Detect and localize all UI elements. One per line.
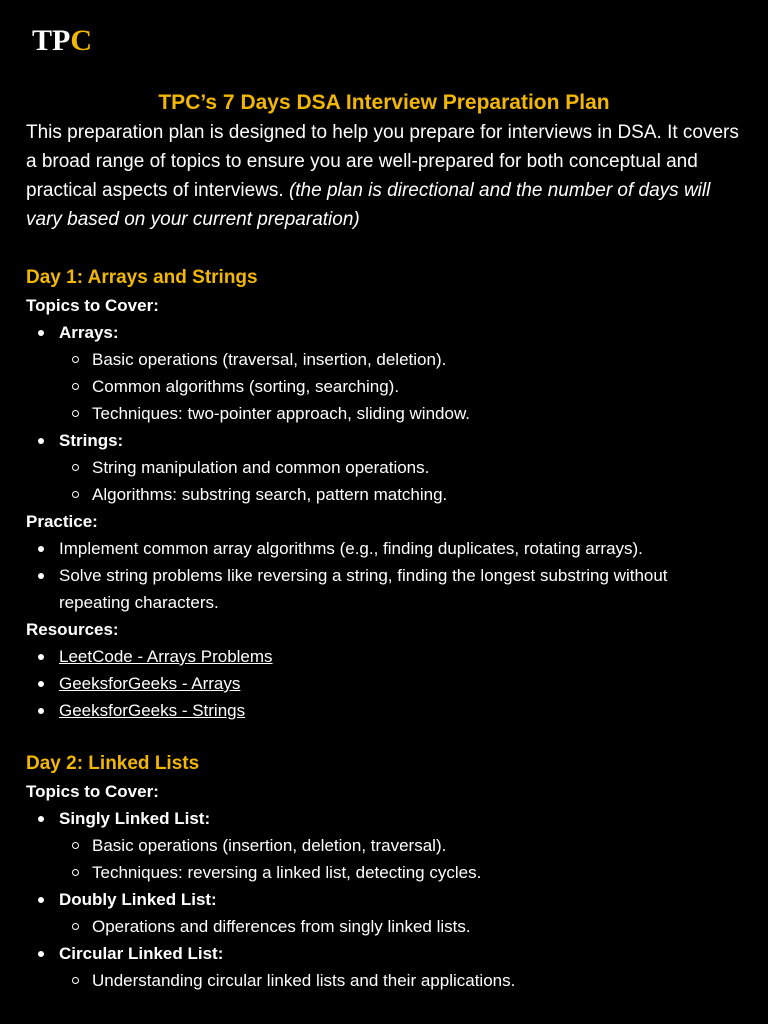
list-item: Common algorithms (sorting, searching). — [59, 373, 742, 400]
list-item: Techniques: reversing a linked list, detecting cycles. — [59, 859, 742, 886]
topic-name: Doubly Linked List: — [59, 890, 217, 909]
day1-heading: Day 1: Arrays and Strings — [26, 267, 258, 288]
intro-note: (the plan is directional and the number of days will vary based on your current preparation) — [26, 180, 711, 230]
list-item: Basic operations (insertion, deletion, traversal). — [59, 832, 742, 859]
logo-tp-text: TP — [32, 24, 71, 57]
page-title: TPC’s 7 Days DSA Interview Preparation Plan — [158, 91, 610, 114]
list-item: Understanding circular linked lists and their applications. — [59, 967, 742, 994]
resource-link-gfg-strings[interactable]: GeeksforGeeks - Strings — [59, 701, 246, 720]
day2-section — [26, 750, 742, 994]
list-item: Techniques: two-pointer approach, sliding window. — [59, 400, 742, 427]
list-item: Solve string problems like reversing a string, finding the longest substring without repeating characters. — [26, 562, 742, 616]
tpc-logo — [32, 24, 92, 58]
day2-heading: Day 2: Linked Lists — [26, 753, 200, 774]
list-item: Operations and differences from singly linked lists. — [59, 913, 742, 940]
list-item — [26, 697, 742, 724]
list-item — [26, 886, 742, 940]
resource-link-leetcode-arrays[interactable]: LeetCode - Arrays Problems — [59, 647, 273, 666]
intro-text: This preparation plan is designed to help you prepare for interviews in DSA. It covers a broad range of topics to ensure you are well-prepared for both conceptual and practical aspects of interviews. — [26, 122, 739, 201]
intro-paragraph — [26, 118, 742, 234]
sub-list — [59, 967, 742, 994]
topic-name: Strings: — [59, 431, 124, 450]
day1-topics-list — [26, 319, 742, 508]
day1-practice-label: Practice: — [26, 512, 98, 531]
document-body — [26, 88, 742, 994]
resource-link-gfg-arrays[interactable]: GeeksforGeeks - Arrays — [59, 674, 241, 693]
sub-list — [59, 913, 742, 940]
sub-list — [59, 832, 742, 886]
topic-name: Circular Linked List: — [59, 944, 224, 963]
list-item: Basic operations (traversal, insertion, deletion). — [59, 346, 742, 373]
day1-resources-list — [26, 643, 742, 724]
day1-practice-list — [26, 535, 742, 616]
day1-section — [26, 264, 742, 724]
day2-topics-list — [26, 805, 742, 994]
topic-name: Arrays: — [59, 323, 119, 342]
topic-name: Singly Linked List: — [59, 809, 211, 828]
list-item — [26, 670, 742, 697]
sub-list — [59, 454, 742, 508]
list-item — [26, 805, 742, 886]
list-item — [26, 427, 742, 508]
day1-topics-label: Topics to Cover: — [26, 296, 159, 315]
list-item — [26, 940, 742, 994]
list-item: Implement common array algorithms (e.g., finding duplicates, rotating arrays). — [26, 535, 742, 562]
sub-list — [59, 346, 742, 427]
list-item — [26, 643, 742, 670]
logo-c-text: C — [70, 24, 93, 57]
list-item: Algorithms: substring search, pattern matching. — [59, 481, 742, 508]
day2-topics-label: Topics to Cover: — [26, 782, 159, 801]
list-item — [26, 319, 742, 427]
day1-resources-label: Resources: — [26, 620, 119, 639]
list-item: String manipulation and common operations. — [59, 454, 742, 481]
